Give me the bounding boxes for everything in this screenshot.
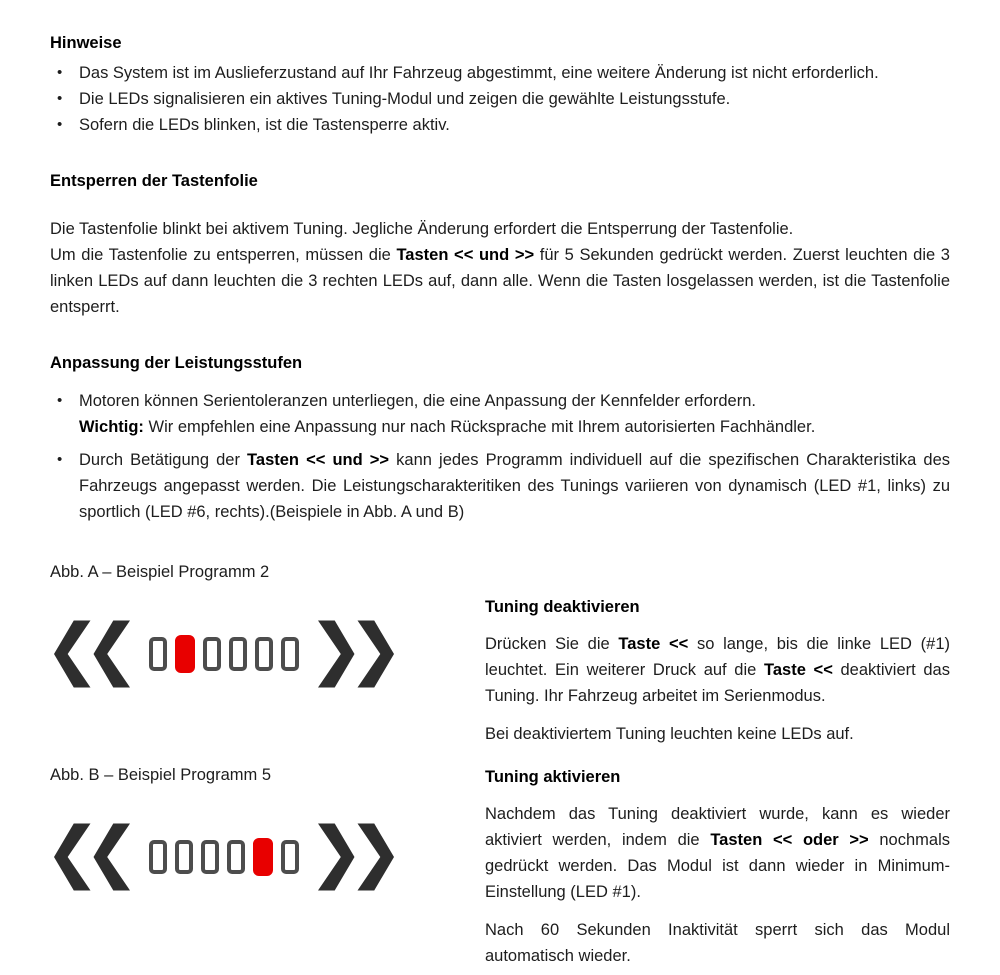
led-indicator-active	[175, 635, 195, 673]
led-indicator	[281, 840, 299, 874]
paragraph	[79, 414, 950, 440]
section-title-entsperren: Entsperren der Tastenfolie	[50, 172, 258, 190]
section-title-hinweise: Hinweise	[50, 34, 122, 52]
text-segment: so lange, bis die linke LED (#1) leuchtet. Ein weiterer Druck auf die	[485, 635, 951, 679]
figures-and-instructions	[50, 559, 950, 975]
led-strip	[149, 838, 299, 876]
led-indicator	[175, 840, 193, 874]
text-segment: Nachdem das Tuning deaktiviert wurde, kann es wieder aktiviert werden, indem die	[485, 805, 950, 849]
led-indicator	[203, 637, 221, 671]
double-chevron-left-icon	[54, 613, 130, 695]
list-item: • Das System ist im Auslieferzustand auf Ihr Fahrzeug abgestimmt, eine weitere Änderung ist nicht erforderlich.	[50, 60, 950, 86]
paragraph	[485, 801, 950, 905]
led-indicator	[255, 637, 273, 671]
section-title-anpassung: Anpassung der Leistungsstufen	[50, 354, 303, 372]
text-segment: Drücken Sie die	[485, 635, 619, 653]
paragraph: Bei deaktiviertem Tuning leuchten keine LEDs auf.	[485, 725, 854, 743]
double-chevron-right-icon	[318, 613, 394, 695]
led-indicator	[227, 840, 245, 874]
entsperren-paragraphs	[50, 216, 950, 320]
led-indicator	[229, 637, 247, 671]
paragraph	[485, 631, 950, 709]
paragraph	[50, 242, 950, 320]
led-indicator	[201, 840, 219, 874]
double-chevron-left-icon	[54, 816, 130, 898]
led-strip	[149, 635, 299, 673]
text-segment: für 5 Sekunden gedrückt werden. Zuerst leuchten die 3 linken LEDs auf dann leuchten die 3 rechten LEDs auf, dann alle. Wenn die Tasten losgelassen werden, ist die Tastenfolie entsperrt.	[50, 246, 950, 316]
text-segment: Um die Tastenfolie zu entsperren, müssen die	[50, 246, 397, 264]
list-item: • Die LEDs signalisieren ein aktives Tuning-Modul und zeigen die gewählte Leistungsstufe.	[50, 86, 950, 112]
led-indicator	[149, 637, 167, 671]
text-segment: Wir empfehlen eine Anpassung nur nach Rücksprache mit Ihrem autorisierten Fachhändler.	[143, 418, 816, 436]
text-segment: Tasten << und >>	[247, 451, 390, 469]
list-item: • Sofern die LEDs blinken, ist die Tastensperre aktiv.	[50, 112, 950, 138]
figure-b-led-display	[54, 815, 485, 899]
text-segment: kann jedes Programm individuell auf die spezifischen Charakteristika des Fahrzeugs angepasst werden. Die Leistungscharakteritiken des Tunings variieren von dynamisch (LED #1, links) zu sportlich (LED #6, rechts).(Beispiele in Abb. A und B)	[79, 451, 950, 521]
text-segment: Taste <<	[618, 635, 689, 653]
subsection-title-tuning-aktivieren: Tuning aktivieren	[485, 768, 621, 786]
led-indicator-active	[253, 838, 273, 876]
hinweise-list	[50, 60, 950, 138]
led-indicator	[149, 840, 167, 874]
double-chevron-right-icon	[318, 816, 394, 898]
subsection-title-tuning-deaktivieren: Tuning deaktivieren	[485, 598, 640, 616]
text-segment: Taste <<	[764, 661, 833, 679]
text-segment: Durch Betätigung der	[79, 451, 248, 469]
figure-a-led-display	[54, 612, 485, 696]
text-segment: deaktiviert das Tuning. Ihr Fahrzeug arbeitet im Serienmodus.	[485, 661, 950, 705]
figure-b-caption: Abb. B – Beispiel Programm 5	[50, 766, 272, 784]
text-segment: Tasten << oder >>	[710, 831, 869, 849]
paragraph: Nach 60 Sekunden Inaktivität sperrt sich das Modul automatisch wieder.	[485, 921, 950, 965]
instructions-column	[485, 559, 950, 975]
led-indicator	[281, 637, 299, 671]
text-segment: Tasten << und >>	[396, 246, 535, 264]
figures-column	[50, 559, 485, 975]
figure-a-caption: Abb. A – Beispiel Programm 2	[50, 563, 270, 581]
list-item	[50, 447, 950, 525]
list-item	[50, 388, 950, 440]
text-segment: Wichtig:	[79, 418, 144, 436]
paragraph: Die Tastenfolie blinkt bei aktivem Tuning. Jegliche Änderung erfordert die Entsperrung der Tastenfolie.	[50, 220, 794, 238]
text-segment: nochmals gedrückt werden. Das Modul ist dann wieder in Minimum-Einstellung (LED #1).	[485, 831, 950, 901]
paragraph: • Motoren können Serientoleranzen unterliegen, die eine Anpassung der Kennfelder erfordern.	[79, 392, 756, 410]
anpassung-list	[50, 388, 950, 525]
